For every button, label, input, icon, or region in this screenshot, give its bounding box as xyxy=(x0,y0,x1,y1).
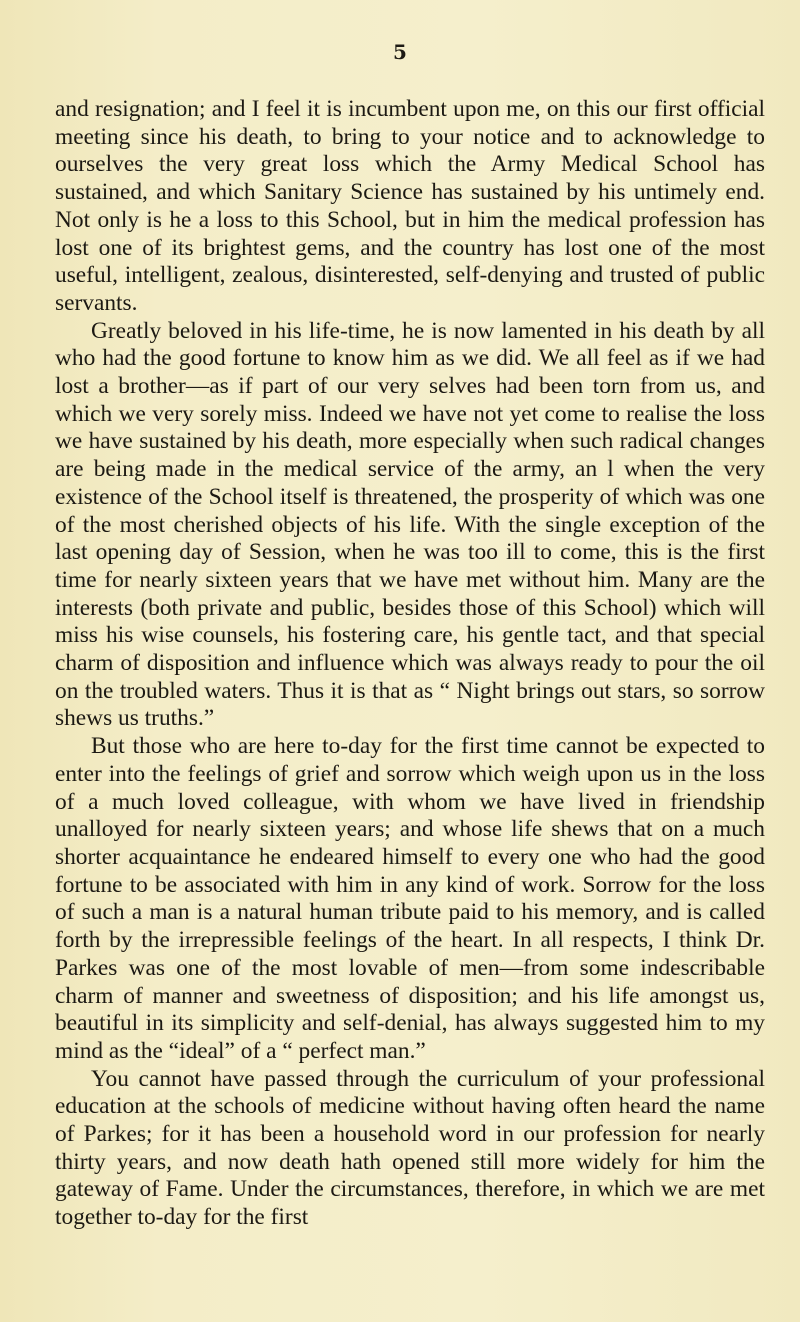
paragraph-2: Greatly beloved in his life-time, he is now lamented in his death by all who had the good fortune to know him as we did. We all feel as if we had lost a brother—as if part of our very selves had been torn from us, and which we very sorely miss. Indeed we have not yet come to realise the loss we have sustained by his death, more especially when such radical changes are being made in the medical service of the army, an l when the very existence of the School itself is threatened, the prosperity of which was one of the most cherished objects of his life. With the single exception of the last opening day of Session, when he was too ill to come, this is the first time for nearly sixteen years that we have met without him. Many are the interests (both private and public, besides those of this School) which will miss his wise counsels, his fostering care, his gentle tact, and that special charm of disposition and influence which was always ready to pour the oil on the troubled waters. Thus it is that as “ Night brings out stars, so sorrow shews us truths.” xyxy=(55,317,765,732)
paragraph-1: and resignation; and I feel it is incumbent upon me, on this our first official meeting since his death, to bring to your notice and to acknowledge to ourselves the very great loss which the Army Medical School has sustained, and which Sanitary Science has sustained by his untimely end. Not only is he a loss to this School, but in him the medical profession has lost one of its brightest gems, and the country has lost one of the most useful, intelligent, zealous, disinterested, self-denying and trusted of public servants. xyxy=(55,96,765,316)
paragraph-3: But those who are here to-day for the first time cannot be expected to enter into the feelings of grief and sorrow which weigh upon us in the loss of a much loved colleague, with whom we have lived in friendship unalloyed for nearly sixteen years; and whose life shews that on a much shorter acquaintance he endeared himself to every one who had the good fortune to be associated with him in any kind of work. Sorrow for the loss of such a man is a natural human tribute paid to his memory, and is called forth by the irrepressible feelings of the heart. In all respects, I think Dr. Parkes was one of the most lovable of men—from some indescribable charm of manner and sweetness of disposition; and his life amongst us, beautiful in its simplicity and self-denial, has always suggested him to my mind as the “ideal” of a “ perfect man.” xyxy=(55,733,765,1064)
paragraph-4: You cannot have passed through the curriculum of your professional education at the schools of medicine without having often heard the name of Parkes; for it has been a household word in our profession for nearly thirty years, and now death hath opened still more widely for him the gateway of Fame. Under the circumstances, therefore, in which we are met together to-day for the first xyxy=(55,1065,765,1231)
body-text xyxy=(55,96,765,1232)
page-number: 5 xyxy=(393,40,407,64)
